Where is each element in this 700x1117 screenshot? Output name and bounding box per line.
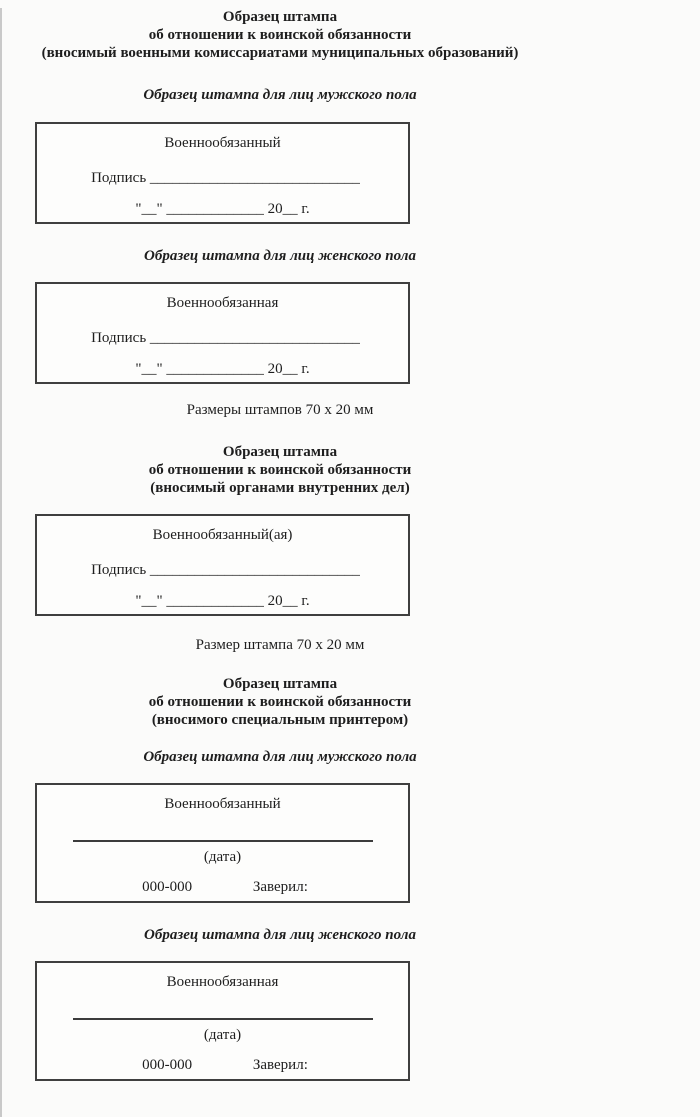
title-line: об отношении к воинской обязанности: [148, 27, 412, 43]
certifier-label: Заверил:: [252, 879, 308, 895]
stamp-title: Военнообязанный: [164, 135, 281, 151]
signature-label: Подпись: [91, 330, 147, 346]
date-line: "__" _____________ 20__ г.: [135, 593, 310, 609]
stamp-box-internal-affairs: [35, 514, 410, 616]
date-rule-line: [73, 1018, 373, 1020]
stamp-box-printer-male: [35, 783, 410, 903]
stamp-title: Военнообязанный(ая): [152, 527, 293, 543]
signature-label: Подпись: [91, 170, 147, 186]
signature-line: ____________________________: [149, 170, 360, 186]
date-line: "__" _____________ 20__ г.: [135, 201, 310, 217]
title-line: об отношении к воинской обязанности: [148, 694, 412, 710]
stamp-title: Военнообязанная: [166, 974, 279, 990]
document-content: [0, 8, 560, 1081]
stamp-size-note: Размеры штампов 70 х 20 мм: [186, 402, 374, 418]
date-caption: (дата): [203, 1027, 242, 1043]
date-caption: (дата): [203, 849, 242, 865]
subtitle-male-stamp: Образец штампа для лиц мужского пола: [143, 749, 417, 765]
title-line: (вносимый военными комиссариатами муниципальных образований): [41, 45, 519, 61]
title-line: (вносимый органами внутренних дел): [150, 480, 410, 496]
document-page: [0, 8, 700, 1117]
certification-row: [37, 1056, 408, 1074]
subtitle-female-stamp: Образец штампа для лиц женского пола: [144, 927, 416, 943]
certification-row: [37, 878, 408, 896]
section-commissariat-title: [0, 8, 560, 62]
stamp-box-commissariat-male: [35, 122, 410, 224]
date-rule-line: [73, 840, 373, 842]
signature-line: ____________________________: [149, 562, 360, 578]
stamp-number: 000-000: [142, 1057, 193, 1073]
signature-row: [37, 561, 408, 579]
date-line: "__" _____________ 20__ г.: [135, 361, 310, 377]
certifier-label: Заверил:: [252, 1057, 308, 1073]
stamp-title: Военнообязанный: [164, 796, 281, 812]
subtitle-female-stamp: Образец штампа для лиц женского пола: [144, 248, 416, 264]
signature-row: [37, 329, 408, 347]
subtitle-male-stamp: Образец штампа для лиц мужского пола: [143, 87, 417, 103]
stamp-title: Военнообязанная: [166, 295, 279, 311]
stamp-number: 000-000: [142, 879, 193, 895]
stamp-box-printer-female: [35, 961, 410, 1081]
scan-edge-artifact: [0, 8, 2, 1117]
signature-row: [37, 169, 408, 187]
title-line: Образец штампа: [222, 9, 338, 25]
signature-line: ____________________________: [149, 330, 360, 346]
stamp-size-note: Размер штампа 70 х 20 мм: [195, 637, 365, 653]
signature-label: Подпись: [91, 562, 147, 578]
section-printer-title: [0, 675, 560, 729]
title-line: об отношении к воинской обязанности: [148, 462, 412, 478]
title-line: Образец штампа: [222, 676, 338, 692]
section-internal-affairs-title: [0, 443, 560, 497]
title-line: (вносимого специальным принтером): [151, 712, 409, 728]
title-line: Образец штампа: [222, 444, 338, 460]
stamp-box-commissariat-female: [35, 282, 410, 384]
